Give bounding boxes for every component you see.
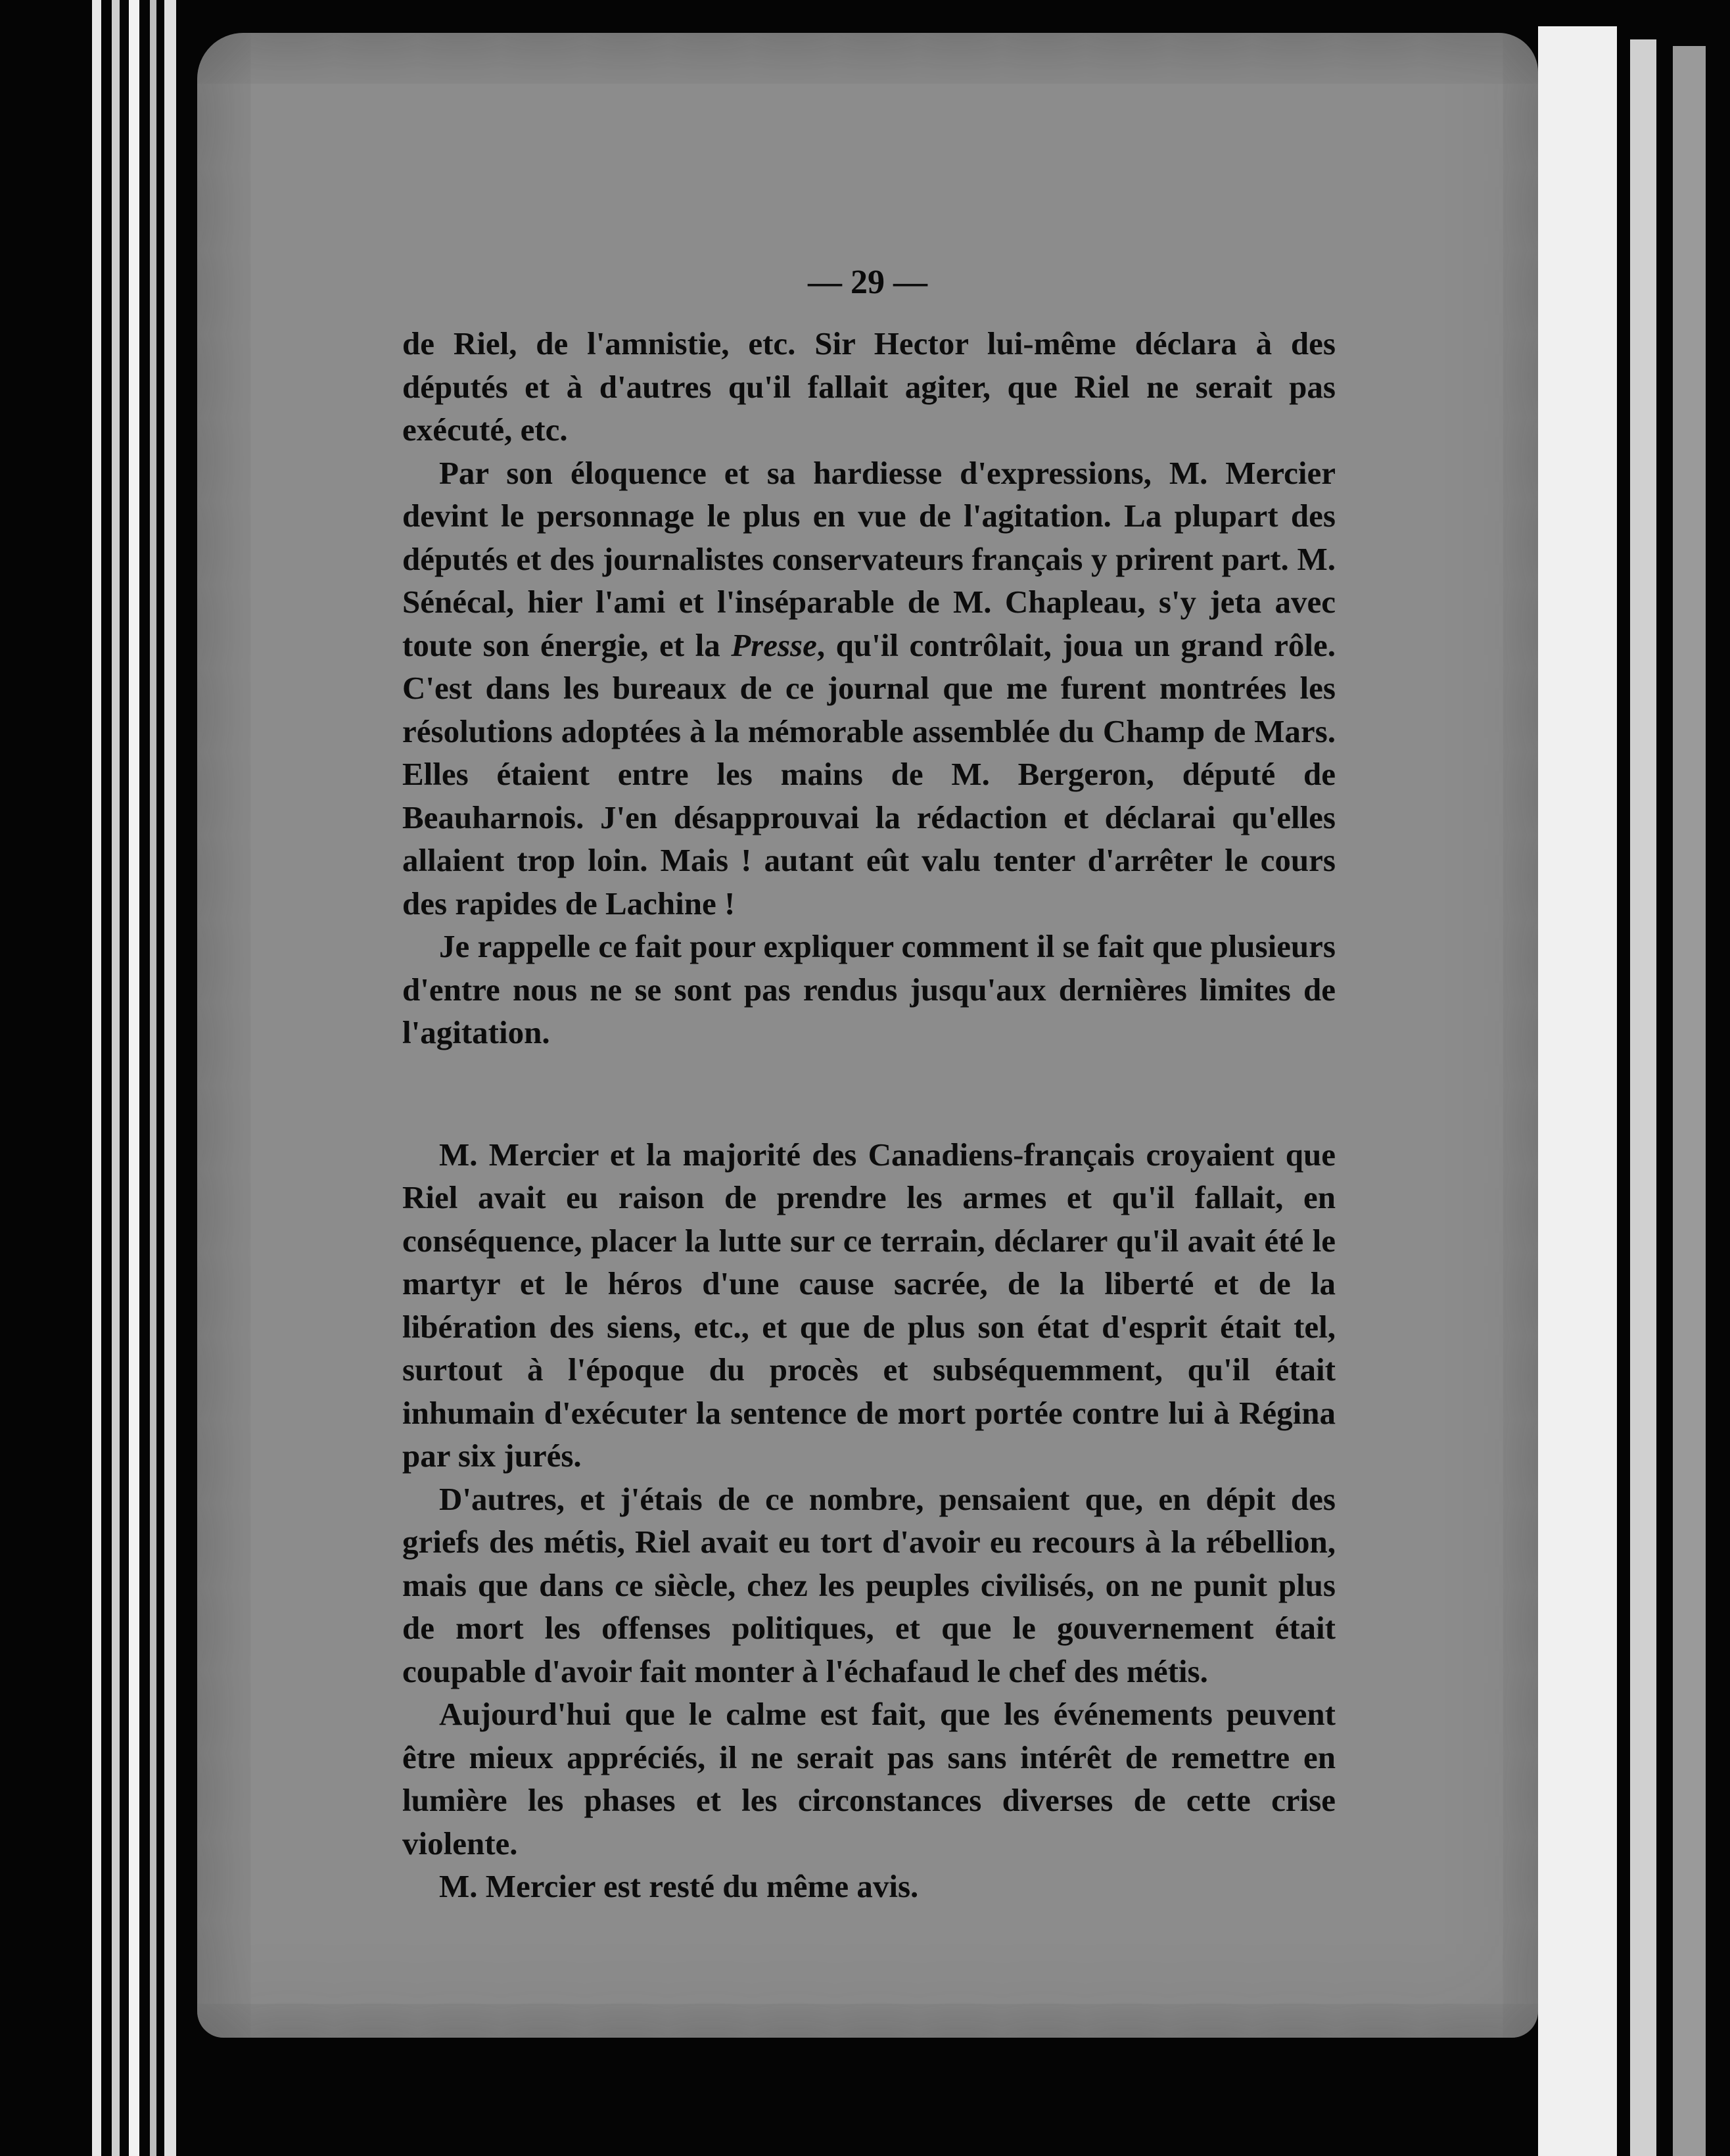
book-fold <box>1538 26 1617 2156</box>
body-text <box>402 322 1336 1908</box>
paragraph: de Riel, de l'amnistie, etc. Sir Hector lui-même déclara à des députés et à d'autres qu'il fallait agiter, que Riel ne serait pas exécuté, etc. <box>402 325 1336 448</box>
page-edge <box>129 0 139 2156</box>
paragraph: M. Mercier et la majorité des Canadiens-français croyaient que Riel avait eu raison de prendre les armes et qu'il fallait, en conséquence, placer la lutte sur ce terrain, déclarer qu'il avait été le martyr et le héros d'une cause sacrée, de la liberté et de la libération des siens, etc., et que de plus son état d'esprit était tel, surtout à l'époque du procès et subséquemment, qu'il était inhumain d'exécuter la sentence de mort portée contre lui à Régina par six jurés. <box>402 1136 1336 1474</box>
page-edge <box>92 0 101 2156</box>
paragraph: D'autres, et j'étais de ce nombre, pensaient que, en dépit des griefs des métis, Riel avait eu tort d'avoir eu recours à la rébellion, mais que dans ce siècle, chez les peuples civilisés, on ne punit plus de mort les offenses politiques, et que le gouvernement était coupable d'avoir fait monter à l'échafaud le chef des métis. <box>402 1480 1336 1689</box>
page-number: — 29 — <box>808 264 927 301</box>
paragraph: M. Mercier est resté du même avis. <box>439 1868 919 1904</box>
book-page <box>197 33 1538 2038</box>
paragraph: Je rappelle ce fait pour expliquer comment il se fait que plusieurs d'entre nous ne se sont pas rendus jusqu'aux dernières limites de l'agitation. <box>402 928 1336 1050</box>
page-edge <box>164 0 176 2156</box>
paragraph: Par son éloquence et sa hardiesse d'expressions, M. Mercier devint le personnage le plus en vue de l'agitation. La plupart des députés et des journalistes conservateurs français y prirent part. M. Sénécal, hier l'ami et l'inséparable de M. Chapleau, s'y jeta avec toute son énergie, et la Presse, qu'il contrôlait, joua un grand rôle. C'est dans les bureaux de ce journal que me furent montrées les résolutions adoptées à la mémorable assemblée du Champ de Mars. Elles étaient entre les mains de M. Bergeron, député de Beauharnois. J'en désapprouvai la rédaction et déclarai qu'elles allaient trop loin. Mais ! autant eût valu tenter d'arrêter le cours des rapides de Lachine ! <box>402 454 1336 922</box>
book-fold <box>1630 39 1656 2156</box>
page-edge <box>112 0 120 2156</box>
section-gap <box>402 1054 1336 1133</box>
page-edge <box>150 0 156 2156</box>
book-fold <box>1673 46 1706 2156</box>
paragraph: Aujourd'hui que le calme est fait, que les événements peuvent être mieux appréciés, il ne serait pas sans intérêt de remettre en lumière les phases et les circonstances diverses de cette crise violente. <box>402 1696 1336 1862</box>
